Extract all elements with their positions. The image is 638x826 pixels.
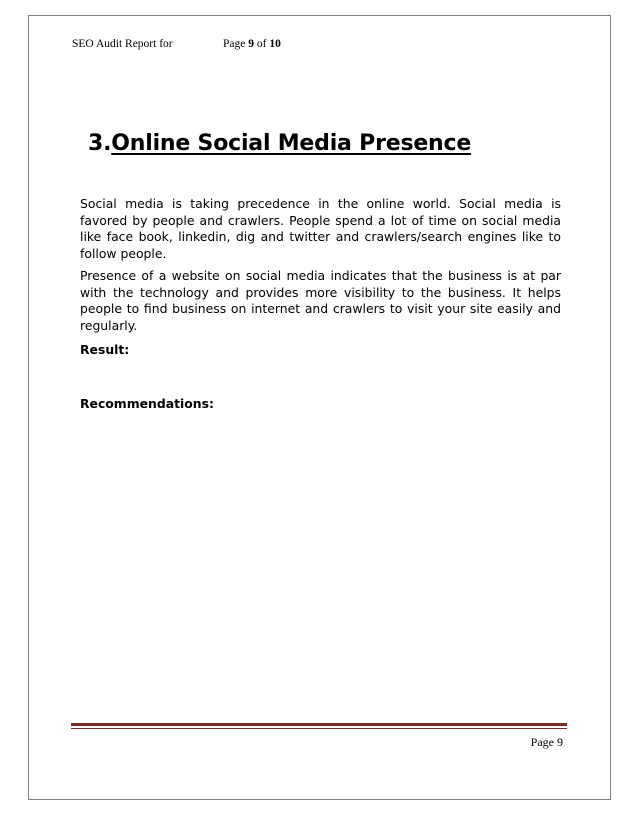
page-word: Page: [223, 38, 246, 50]
page-counter: [223, 38, 281, 50]
paragraph-intro: Social media is taking precedence in the online world. Social media is favored by people and crawlers. People spend a lot of time on social media like face book, linkedin, dig and twitter and crawlers/search engines like to follow people.: [80, 196, 561, 261]
section-title: Online Social Media Presence: [111, 131, 472, 156]
page-header: [72, 38, 281, 50]
total-pages-number: 10: [269, 38, 281, 50]
paragraph-presence: Presence of a website on social media indicates that the business is at par with the technology and provides more visibility to the business. It helps people to find business on internet and crawlers to visit your site easily and regularly.: [80, 268, 561, 333]
recommendations-label: Recommendations:: [80, 396, 214, 411]
footer-rule: [71, 723, 567, 726]
current-page-number: 9: [248, 38, 254, 50]
section-heading: [88, 131, 471, 156]
report-title: SEO Audit Report for: [72, 38, 173, 50]
section-number: 3.: [88, 131, 112, 156]
footer-page-number: Page 9: [530, 735, 563, 749]
of-word: of: [256, 38, 267, 50]
result-label: Result:: [80, 342, 130, 357]
footer-rule-thin: [71, 728, 567, 729]
